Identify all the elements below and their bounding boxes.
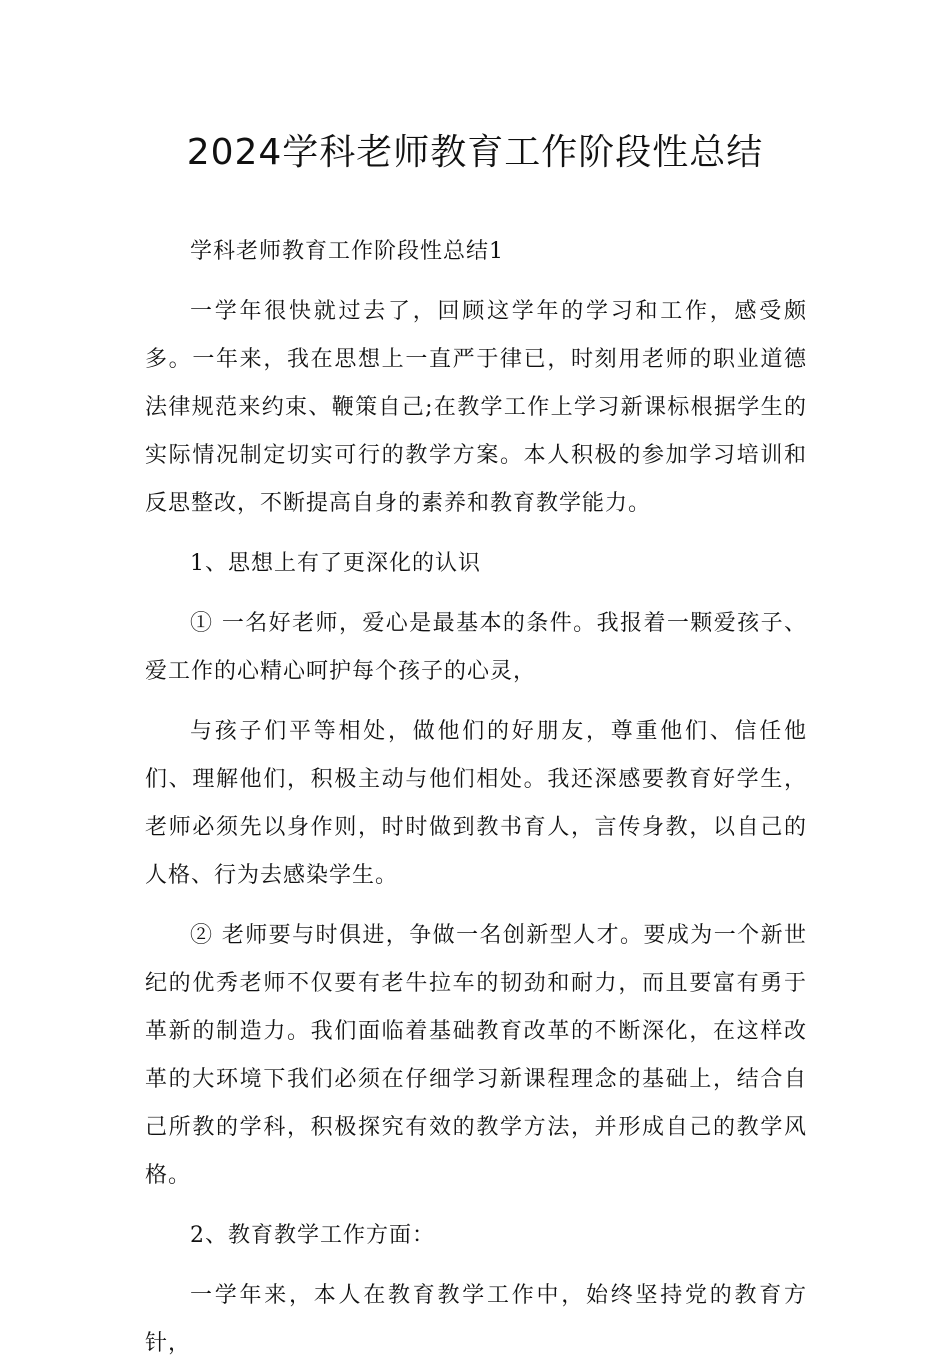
paragraph: 一学年来，本人在教育教学工作中，始终坚持党的教育方针， [145, 1283, 807, 1356]
document-title: 2024学科老师教育工作阶段性总结 [186, 132, 764, 173]
paragraph: 一学年很快就过去了，回顾这学年的学习和工作，感受颇多。一年来，我在思想上一直严于律已，时刻用老师的职业道德法律规范来约束、鞭策自己;在教学工作上学习新课标根据学生的实际情况制定切实可行的教学方案。本人积极的参加学习培训和反思整改，不断提高自身的素养和教育教学能力。 [145, 299, 807, 516]
paragraph: ① 一名好老师，爱心是最基本的条件。我报着一颗爱孩子、爱工作的心精心呵护每个孩子的心灵， [145, 611, 807, 684]
subsection-heading: 2、教育教学工作方面： [190, 1223, 435, 1248]
document-body [145, 228, 807, 1368]
section-heading: 学科老师教育工作阶段性总结1 [190, 239, 504, 264]
subsection-heading: 1、思想上有了更深化的认识 [190, 551, 481, 576]
paragraph: 与孩子们平等相处，做他们的好朋友，尊重他们、信任他们、理解他们，积极主动与他们相处。我还深感要教育好学生，老师必须先以身作则，时时做到教书育人，言传身教，以自己的人格、行为去感染学生。 [145, 719, 807, 888]
paragraph: ② 老师要与时俱进，争做一名创新型人才。要成为一个新世纪的优秀老师不仅要有老牛拉车的韧劲和耐力，而且要富有勇于革新的制造力。我们面临着基础教育改革的不断深化，在这样改革的大环境下我们必须在仔细学习新课程理念的基础上，结合自己所教的学科，积极探究有效的教学方法，并形成自己的教学风格。 [145, 923, 807, 1188]
